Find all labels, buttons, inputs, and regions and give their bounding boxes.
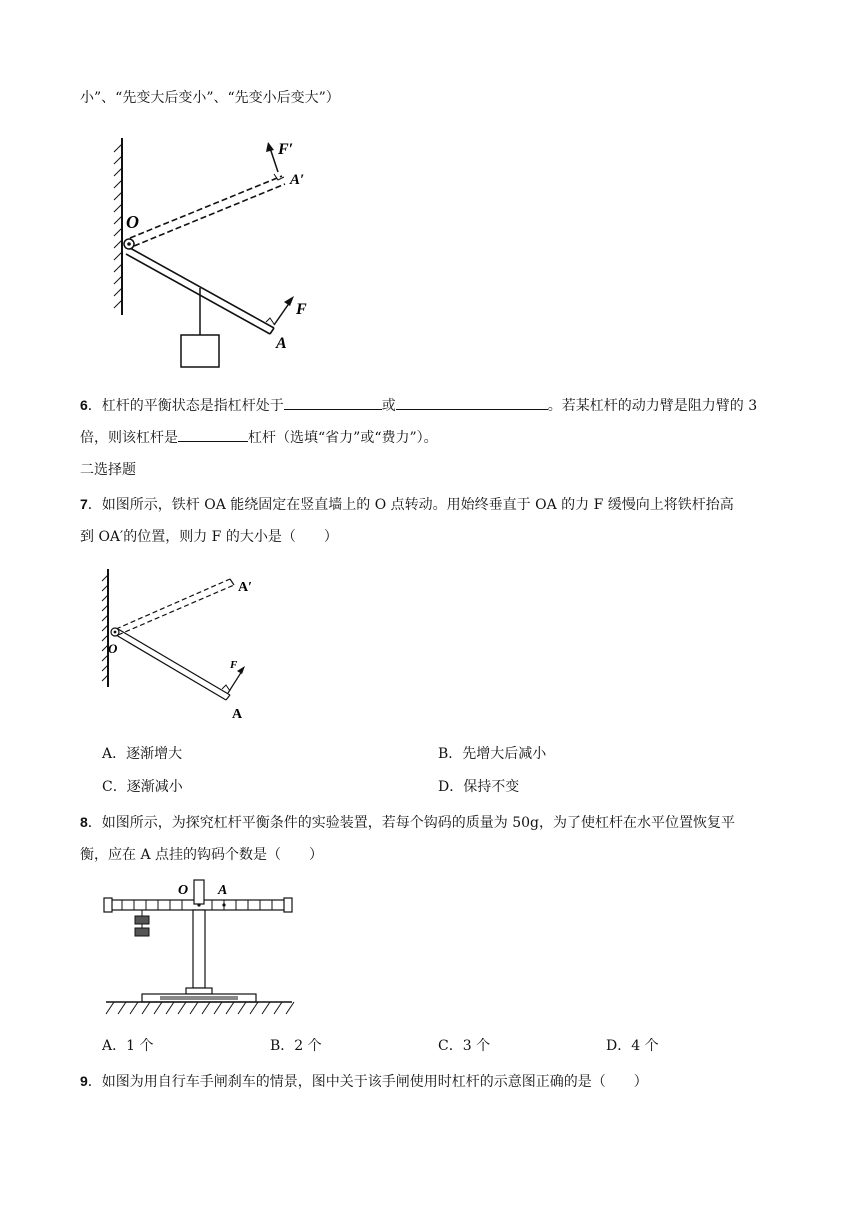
q7-option-c[interactable]: C．逐渐减小	[102, 779, 183, 795]
q7-number: 7	[80, 496, 88, 512]
q5-lever-figure	[100, 130, 340, 375]
fig8-label-o: O	[178, 883, 189, 898]
q7-lever-figure	[96, 565, 276, 725]
q9-number: 9	[80, 1073, 88, 1089]
q6-line2	[80, 426, 438, 448]
q7-text-1: ．如图所示，铁杆 OA 能绕固定在竖直墙上的 O 点转动。用始终垂直于 OA 的力 F 缓慢向上将铁杆抬高	[87, 497, 734, 513]
q8-option-c[interactable]: C．3 个	[438, 1038, 491, 1054]
q8-line2: 衡，应在 A 点挂的钩码个数是（ ）	[80, 847, 324, 863]
fig5-label-f-prime: F′	[278, 141, 294, 158]
q9-line1	[80, 1071, 648, 1092]
q7-option-b[interactable]: B．先增大后减小	[438, 746, 547, 762]
q6-line2-b: 杠杆（选填“省力”或“费力”）。	[248, 430, 438, 446]
fig8-label-a: A	[218, 883, 228, 898]
q8-lever-apparatus-figure	[100, 878, 300, 1023]
q8-line1	[80, 812, 735, 833]
fig7-label-f: F	[230, 659, 238, 671]
fig7-label-o: O	[108, 641, 118, 656]
q8-number: 8	[80, 814, 88, 830]
q6-blank-3[interactable]	[178, 426, 248, 442]
fig5-label-a: A	[276, 335, 287, 352]
fig5-label-f: F	[296, 301, 307, 318]
fig7-label-a: A	[232, 707, 243, 722]
q9-text-1: ．如图为用自行车手闸刹车的情景，图中关于该手闸使用时杠杆的示意图正确的是（ ）	[87, 1074, 648, 1090]
q7-option-a[interactable]: A．逐渐增大	[102, 746, 183, 762]
q6-part2: 或	[381, 398, 396, 414]
q6-part3: 。若某杠杆的动力臂是阻力臂的 3	[547, 398, 758, 414]
fig7-label-a-prime: A′	[238, 580, 253, 595]
q6-line1	[80, 394, 757, 416]
fig5-label-a-prime: A′	[290, 172, 305, 188]
q7-line1	[80, 494, 734, 515]
q7-option-d[interactable]: D．保持不变	[438, 779, 520, 795]
section-heading: 二选择题	[80, 462, 136, 478]
q8-option-a[interactable]: A．1 个	[102, 1038, 154, 1054]
q8-option-d[interactable]: D．4 个	[606, 1038, 659, 1054]
q6-blank-2[interactable]	[396, 394, 548, 410]
q6-blank-1[interactable]	[284, 394, 382, 410]
q6-line2-a: 倍，则该杠杆是	[80, 430, 178, 446]
q8-option-b[interactable]: B．2 个	[270, 1038, 322, 1054]
q8-text-1: ．如图所示，为探究杠杆平衡条件的实验装置，若每个钩码的质量为 50g，为了使杠杆在水平位置恢复平	[87, 815, 736, 831]
q6-part1: ．杠杆的平衡状态是指杠杆处于	[87, 398, 284, 414]
q6-number: 6	[80, 397, 88, 413]
q5-tail-text: 小”、“先变大后变小”、“先变小后变大”）	[80, 90, 340, 106]
q7-line2: 到 OA′的位置，则力 F 的大小是（ ）	[80, 529, 338, 545]
fig5-label-o: O	[126, 212, 139, 232]
